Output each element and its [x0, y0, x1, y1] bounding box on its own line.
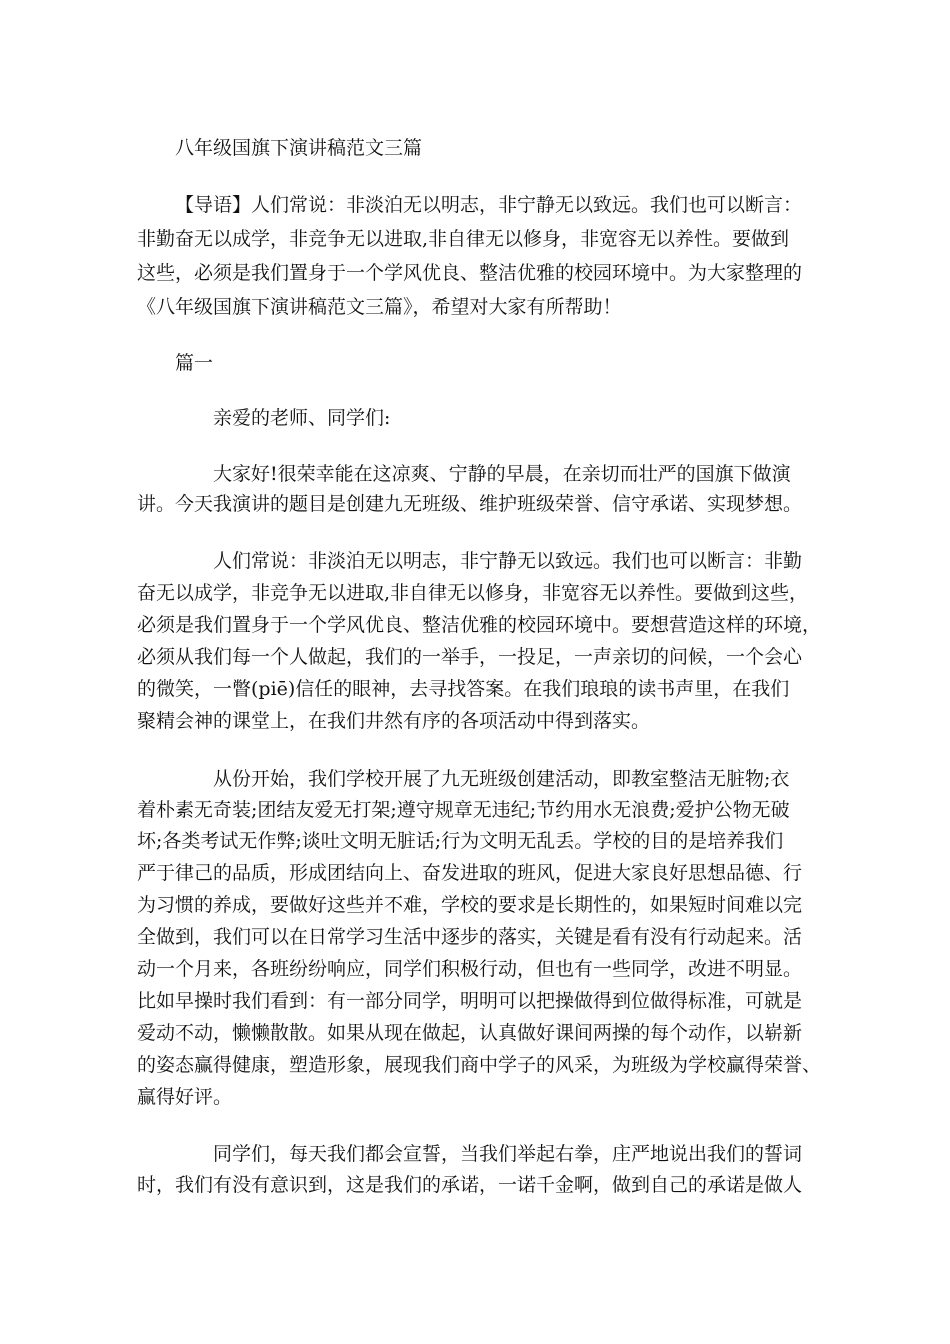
paragraph-line: 的姿态赢得健康，塑造形象，展现我们商中学子的风采，为班级为学校赢得荣誉、 — [137, 1054, 822, 1076]
intro-line: 《八年级国旗下演讲稿范文三篇》，希望对大家有所帮助！ — [137, 296, 622, 318]
paragraph-line: 时，我们有没有意识到，这是我们的承诺，一诺千金啊，做到自己的承诺是做人 — [137, 1174, 803, 1196]
paragraph-line: 全做到，我们可以在日常学习生活中逐步的落实，关键是看有没有行动起来。活 — [137, 926, 803, 948]
paragraph-line: 奋无以成学，非竞争无以进取,非自律无以修身，非宽容无以养性。要做到这些， — [137, 582, 809, 604]
paragraph-line: 赢得好评。 — [137, 1086, 233, 1108]
intro-line: 这些，必须是我们置身于一个学风优良、整洁优雅的校园环境中。为大家整理的 — [137, 262, 803, 284]
paragraph-line: 大家好!很荣幸能在这凉爽、宁静的早晨，在亲切而壮严的国旗下做演 — [213, 463, 791, 485]
paragraph-line: 人们常说：非淡泊无以明志，非宁静无以致远。我们也可以断言：非勤 — [213, 550, 803, 572]
paragraph-line: 必须从我们每一个人做起，我们的一举手，一投足，一声亲切的问候，一个会心 — [137, 646, 803, 668]
paragraph-line: 讲。今天我演讲的题目是创建九无班级、维护班级荣誉、信守承诺、实现梦想。 — [137, 493, 803, 515]
paragraph-line: 从份开始，我们学校开展了九无班级创建活动，即教室整洁无脏物;衣 — [213, 768, 790, 790]
paragraph-line: 的微笑，一瞥(piē)信任的眼神，去寻找答案。在我们琅琅的读书声里，在我们 — [137, 678, 790, 700]
paragraph-line: 动一个月来，各班纷纷响应，同学们积极行动，但也有一些同学，改进不明显。 — [137, 958, 803, 980]
intro-line: 非勤奋无以成学，非竞争无以进取,非自律无以修身，非宽容无以养性。要做到 — [137, 228, 790, 250]
paragraph-line: 着朴素无奇装;团结友爱无打架;遵守规章无违纪;节约用水无浪费;爱护公物无破 — [137, 799, 790, 821]
paragraph-line: 必须是我们置身于一个学风优良、整洁优雅的校园环境中。要想营造这样的环境， — [137, 614, 822, 636]
paragraph-line: 比如早操时我们看到：有一部分同学，明明可以把操做得到位做得标准，可就是 — [137, 990, 803, 1012]
document-title: 八年级国旗下演讲稿范文三篇 — [175, 137, 423, 159]
paragraph-line: 爱动不动，懒懒散散。如果从现在做起，认真做好课间两操的每个动作，以崭新 — [137, 1022, 803, 1044]
intro-line: 【导语】人们常说：非淡泊无以明志，非宁静无以致远。我们也可以断言： — [175, 194, 803, 216]
paragraph-line: 聚精会神的课堂上，在我们井然有序的各项活动中得到落实。 — [137, 710, 651, 732]
salutation: 亲爱的老师、同学们: — [213, 407, 391, 429]
paragraph-line: 同学们，每天我们都会宣誓，当我们举起右拳，庄严地说出我们的誓词 — [213, 1143, 803, 1165]
paragraph-line: 坏;各类考试无作弊;谈吐文明无脏话;行为文明无乱丢。学校的目的是培养我们 — [137, 830, 784, 852]
paragraph-line: 严于律己的品质，形成团结向上、奋发进取的班风，促进大家良好思想品德、行 — [137, 862, 803, 884]
paragraph-line: 为习惯的养成，要做好这些并不难，学校的要求是长期性的，如果短时间难以完 — [137, 894, 803, 916]
section-heading: 篇一 — [175, 352, 214, 374]
